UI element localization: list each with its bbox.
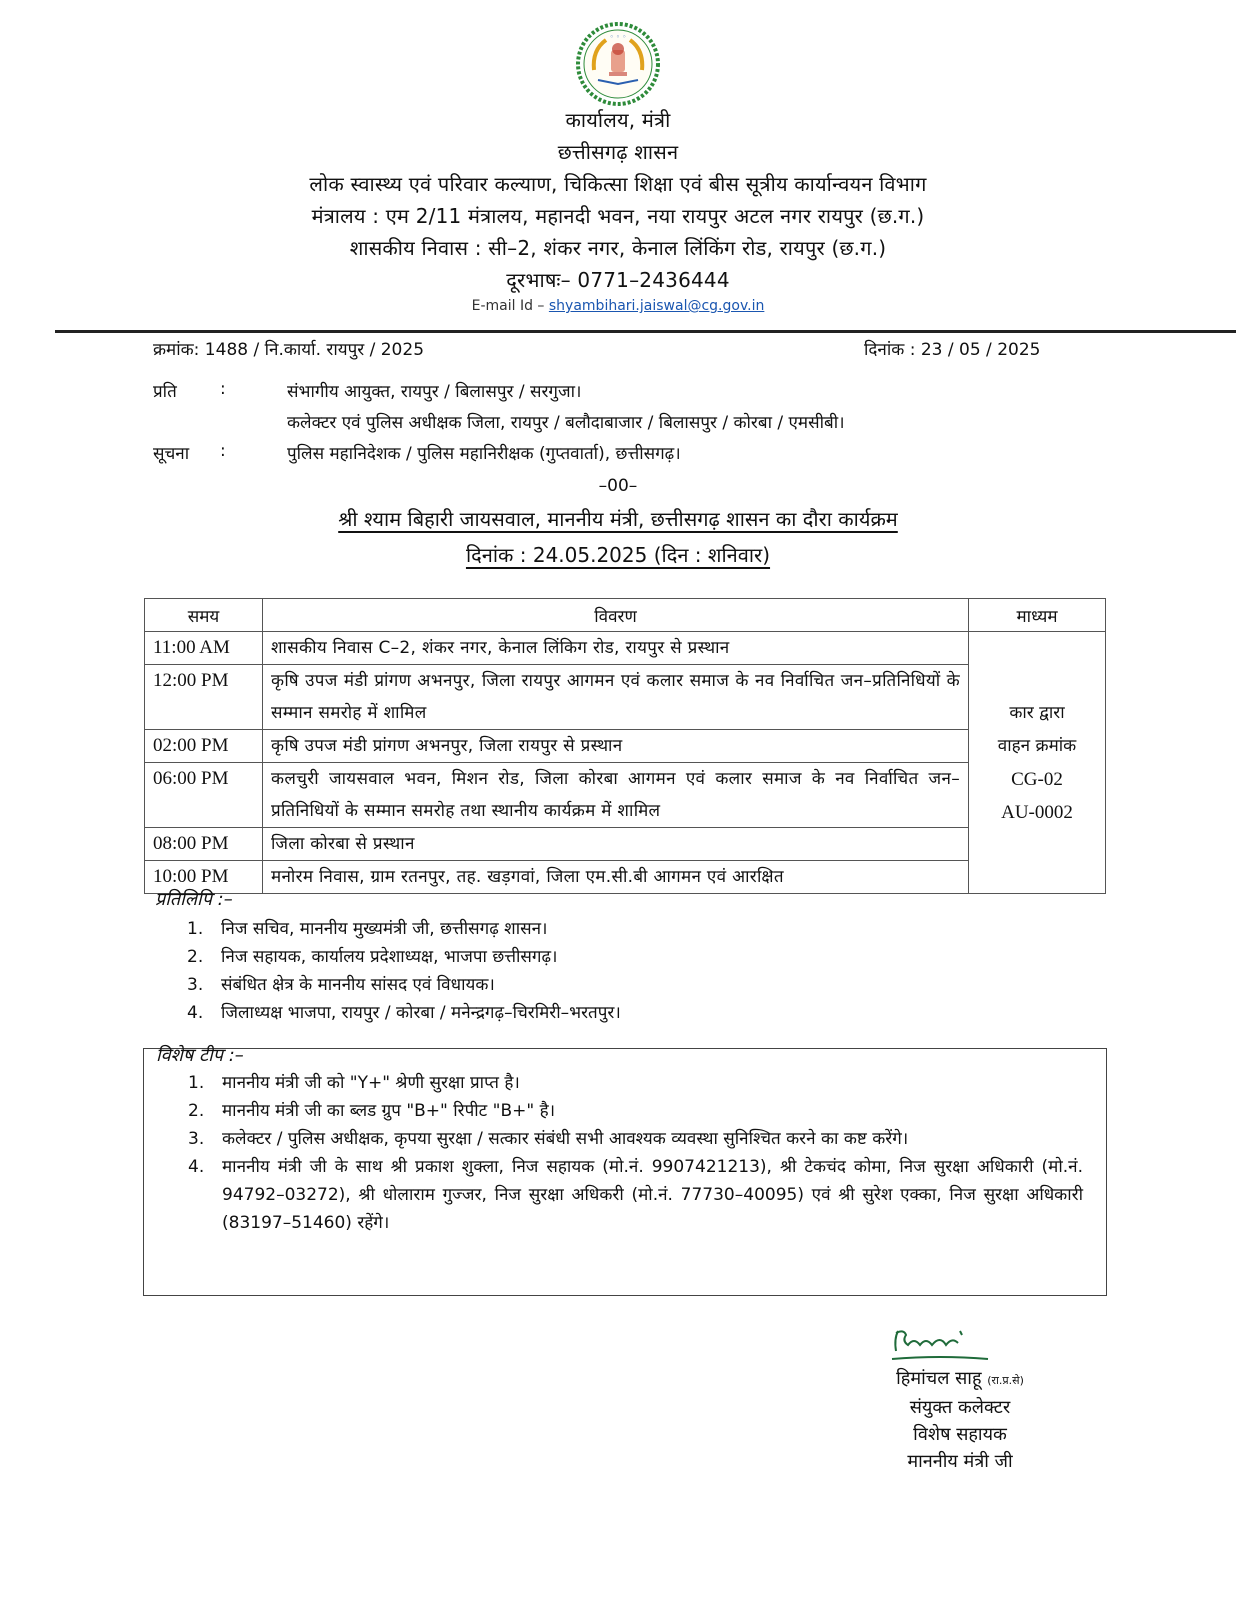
medium-line-2: वाहन क्रमांक	[997, 735, 1077, 756]
item-number: 4.	[188, 1157, 205, 1177]
signatory-block	[860, 1365, 1060, 1475]
svg-text:◦ ◦ ◦: ◦ ◦ ◦	[609, 33, 627, 41]
vehicle-number-2: AU-0002	[1001, 801, 1073, 823]
row-detail: कृषि उपज मंडी प्रांगण अभनपुर, जिला रायपुर आगमन एवं कलार समाज के नव निर्वाचित जन–प्रतिनिधियों के सम्मान समरोह में शामिल	[263, 665, 969, 730]
table-row	[145, 632, 1106, 665]
to-line-1: संभागीय आयुक्त, रायपुर / बिलासपुर / सरगुजा।	[287, 382, 582, 402]
header-divider	[55, 330, 1236, 333]
row-time: 08:00 PM	[145, 828, 263, 861]
special-notes-title: विशेष टीप :–	[156, 1045, 244, 1066]
to-colon: :	[220, 379, 226, 399]
table-header-row	[145, 599, 1106, 632]
separator: –00–	[598, 476, 638, 496]
header-time: समय	[145, 599, 263, 632]
item-text: संबंधित क्षेत्र के माननीय सांसद एवं विधायक।	[221, 975, 495, 995]
reference-date: दिनांक : 23 / 05 / 2025	[864, 340, 1041, 360]
list-item	[188, 1097, 1083, 1125]
email-line	[0, 298, 1236, 314]
list-item	[187, 999, 621, 1027]
item-text: निज सचिव, माननीय मुख्यमंत्री जी, छत्तीसगढ़ शासन।	[221, 919, 548, 939]
list-item	[188, 1069, 1083, 1097]
list-item	[188, 1125, 1083, 1153]
item-number: 3.	[187, 975, 204, 995]
tour-date: दिनांक : 24.05.2025 (दिन : शनिवार)	[465, 543, 771, 567]
signatory-designation-1: संयुक्त कलेक्टर	[909, 1397, 1011, 1418]
info-line: पुलिस महानिदेशक / पुलिस महानिरीक्षक (गुप्तवार्ता), छत्तीसगढ़।	[287, 444, 681, 464]
item-number: 2.	[188, 1101, 205, 1121]
item-number: 1.	[188, 1073, 205, 1093]
department-name: लोक स्वास्थ्य एवं परिवार कल्याण, चिकित्सा शिक्षा एवं बीस सूत्रीय कार्यान्वयन विभाग	[309, 172, 927, 196]
table-row	[145, 828, 1106, 861]
copy-to-list	[187, 915, 621, 1027]
table-row	[145, 665, 1106, 730]
item-text: माननीय मंत्री जी को "Y+" श्रेणी सुरक्षा प्राप्त है।	[222, 1073, 520, 1093]
signatory-name: हिमांचल साहू	[896, 1368, 982, 1389]
item-text: माननीय मंत्री जी के साथ श्री प्रकाश शुक्ला, निज सहायक (मो.नं. 9907421213), श्री टेकचंद कोमा, निज सुरक्षा अधिकारी (मो.नं. 94792–03272), श्री धोलाराम गुज्जर, निज सुरक्षा अधिकरी (मो.नं. 77730–40095) एवं श्री सुरेश एक्का, निज सुरक्षा अधिकारी (83197–51460) रहेंगे।	[222, 1157, 1083, 1233]
item-text: निज सहायक, कार्यालय प्रदेशाध्यक्ष, भाजपा छत्तीसगढ़।	[221, 947, 558, 967]
list-item	[187, 915, 621, 943]
row-detail: कलचुरी जायसवाल भवन, मिशन रोड, जिला कोरबा आगमन एवं कलार समाज के नव निर्वाचित जन–प्रतिनिधियों के सम्मान समरोह तथा स्थानीय कार्यक्रम में शामिल	[263, 763, 969, 828]
item-number: 2.	[187, 947, 204, 967]
vehicle-number-1: CG-02	[1011, 768, 1063, 790]
reference-number: क्रमांक: 1488 / नि.कार्या. रायपुर / 2025	[153, 340, 425, 360]
email-label: E-mail Id –	[471, 298, 549, 314]
list-item	[187, 971, 621, 999]
row-time: 12:00 PM	[145, 665, 263, 730]
item-number: 3.	[188, 1129, 205, 1149]
to-line-2: कलेक्टर एवं पुलिस अधीक्षक जिला, रायपुर / बलौदाबाजार / बिलासपुर / कोरबा / एमसीबी।	[287, 413, 845, 433]
header-medium: माध्यम	[969, 599, 1106, 632]
row-detail: मनोरम निवास, ग्राम रतनपुर, तह. खड़गवां, जिला एम.सी.बी आगमन एवं आरक्षित	[263, 861, 969, 894]
row-time: 10:00 PM	[145, 861, 263, 894]
government-name: छत्तीसगढ़ शासन	[557, 140, 679, 164]
list-item	[187, 943, 621, 971]
handwritten-signature	[890, 1325, 1000, 1365]
email-link[interactable]: shyambihari.jaiswal@cg.gov.in	[548, 298, 765, 314]
residence-address: शासकीय निवास : सी–2, शंकर नगर, केनाल लिंकिंग रोड, रायपुर (छ.ग.)	[349, 236, 887, 260]
row-detail: शासकीय निवास C–2, शंकर नगर, केनाल लिंकिग रोड, रायपुर से प्रस्थान	[263, 632, 969, 665]
phone-number: दूरभाषः– 0771–2436444	[506, 268, 730, 292]
signature-icon	[890, 1325, 1000, 1365]
special-notes-list	[188, 1069, 1083, 1237]
info-colon: :	[220, 441, 226, 461]
medium-cell	[969, 632, 1106, 894]
signatory-name-line	[860, 1365, 1060, 1394]
signatory-designation-3: माननीय मंत्री जी	[907, 1451, 1013, 1472]
item-text: जिलाध्यक्ष भाजपा, रायपुर / कोरबा / मनेन्द्रगढ़–चिरमिरी–भरतपुर।	[221, 1003, 621, 1023]
copy-to-title: प्रतिलिपि :–	[155, 889, 233, 910]
signatory-service: (रा.प्र.से)	[987, 1374, 1024, 1387]
office-title: कार्यालय, मंत्री	[565, 108, 671, 132]
special-notes-box	[143, 1045, 1107, 1296]
table-row	[145, 730, 1106, 763]
row-detail: जिला कोरबा से प्रस्थान	[263, 828, 969, 861]
to-label: प्रति	[153, 382, 177, 402]
table-row	[145, 763, 1106, 828]
info-label: सूचना	[153, 444, 190, 464]
medium-line-1: कार द्वारा	[1009, 702, 1065, 723]
row-time: 11:00 AM	[145, 632, 263, 665]
row-time: 06:00 PM	[145, 763, 263, 828]
list-item	[188, 1153, 1083, 1237]
header-detail: विवरण	[263, 599, 969, 632]
government-emblem-logo	[576, 22, 660, 106]
ministry-address: मंत्रालय : एम 2/11 मंत्रालय, महानदी भवन, नया रायपुर अटल नगर रायपुर (छ.ग.)	[311, 204, 925, 228]
row-time: 02:00 PM	[145, 730, 263, 763]
item-number: 4.	[187, 1003, 204, 1023]
tour-title: श्री श्याम बिहारी जायसवाल, माननीय मंत्री, छत्तीसगढ़ शासन का दौरा कार्यक्रम	[338, 507, 898, 531]
item-text: माननीय मंत्री जी का ब्लड ग्रुप "B+" रिपीट "B+" है।	[222, 1101, 556, 1121]
item-text: कलेक्टर / पुलिस अधीक्षक, कृपया सुरक्षा / सत्कार संबंधी सभी आवश्यक व्यवस्था सुनिश्चित करने का कष्ट करेंगे।	[222, 1129, 909, 1149]
item-number: 1.	[187, 919, 204, 939]
signatory-designation-2: विशेष सहायक	[913, 1424, 1007, 1445]
schedule-table	[144, 598, 1106, 894]
table-row	[145, 861, 1106, 894]
row-detail: कृषि उपज मंडी प्रांगण अभनपुर, जिला रायपुर से प्रस्थान	[263, 730, 969, 763]
chhattisgarh-emblem-icon	[576, 22, 660, 106]
